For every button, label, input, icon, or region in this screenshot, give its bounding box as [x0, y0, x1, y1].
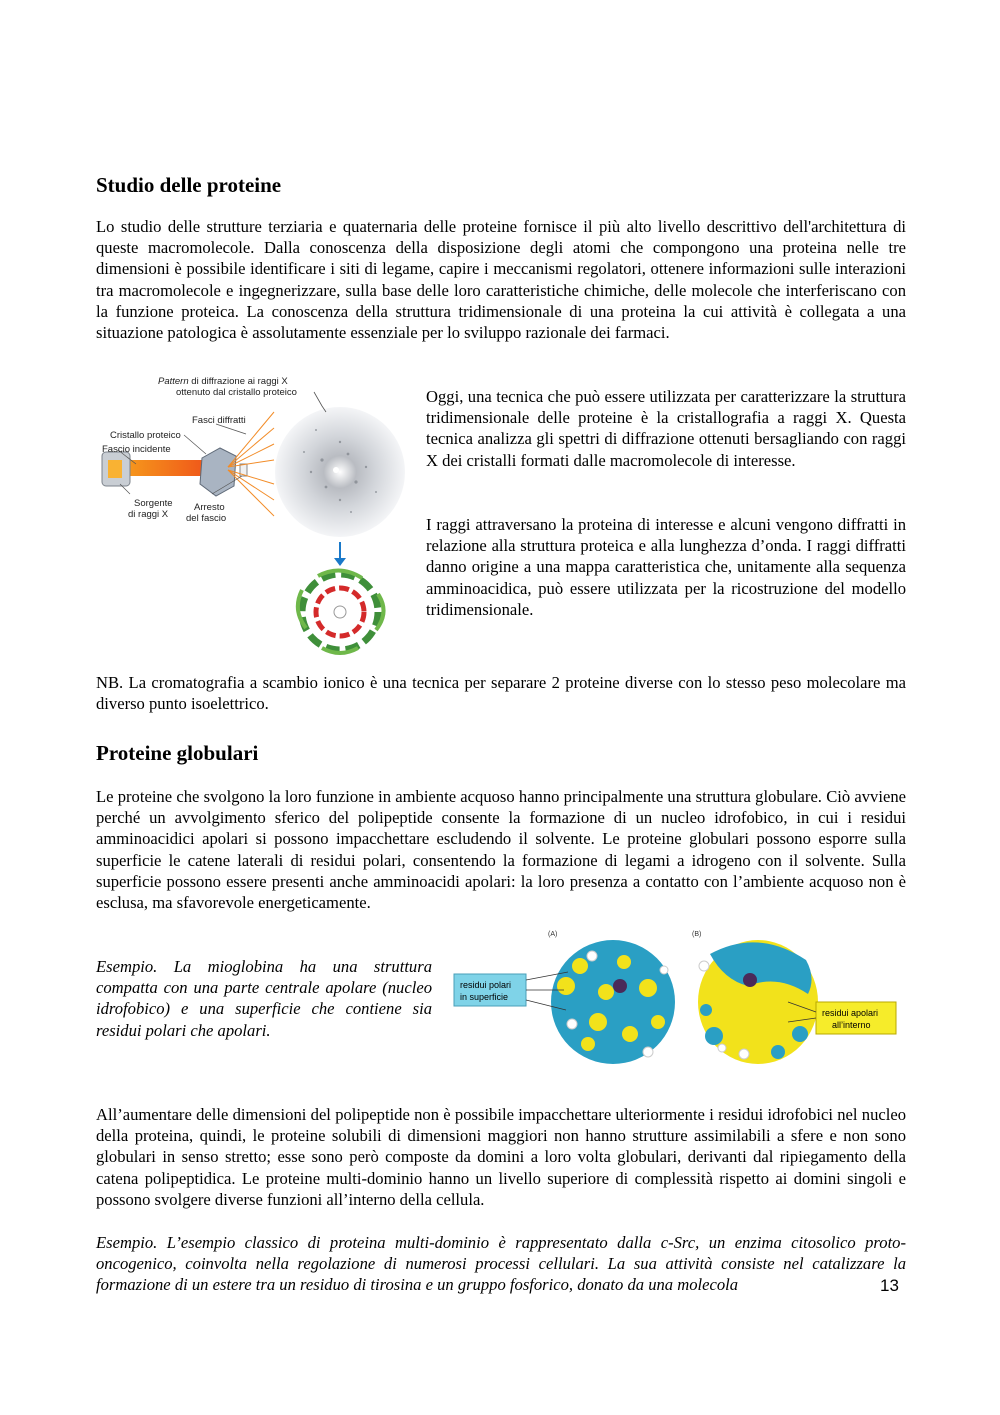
- label-arresto-1: Arresto: [194, 502, 225, 513]
- page-number: 13: [880, 1276, 899, 1295]
- label-fasci-diffratti: Fasci diffratti: [192, 415, 246, 426]
- paragraph-xray-2: I raggi attraversano la proteina di interesse e alcuni vengono diffratti in relazione alla struttura proteica e alla lunghezza d’onda. I raggi diffratti danno origine a una mappa caratteristica che, unitamente alla sequenza amminoacidica, può essere utilizzata per la ricostruzione del modello tridimensionale.: [426, 515, 906, 619]
- section-heading-globulari: Proteine globulari: [96, 741, 259, 765]
- label-cristallo-proteico: Cristallo proteico: [110, 430, 181, 441]
- paragraph-intro: Lo studio delle strutture terziaria e quaternaria delle proteine fornisce il più alto livello descrittivo dell'architettura di queste macromolecole. Dalla conoscenza della disposizione degli atomi che compongono una proteina nelle tre dimensioni è possibile identificare i siti di legame, capire i meccanismi regolatori, ottenere informazioni sulle interazioni tra macromolecole e ingegnerizzare, sulla base delle loro caratteristiche chimiche, delle molecole che interferiscano con la funzione proteica. La conoscenza della struttura tridimensionale di una proteina la cui attività è collegata a una situazione patologica è assolutamente essenziale per lo sviluppo razionale dei farmaci.: [96, 217, 906, 343]
- label-polar-2: in superficie: [460, 992, 509, 1002]
- diffraction-pattern: [275, 407, 405, 537]
- example-mioglobina: Esempio. La mioglobina ha una struttura compatta con una parte centrale apolare (nucleo idrofobico) e una superficie che contiene sia residui polari che apolari.: [96, 957, 432, 1040]
- myoglobin-model-a: [551, 940, 675, 1064]
- label-apolar-2: all’interno: [832, 1020, 871, 1030]
- paragraph-xray-1: Oggi, una tecnica che può essere utilizzata per caratterizzare la struttura tridimensionale delle proteine è la cristallografia a raggi X. Questa tecnica analizza gli spettri di diffrazione ottenuti bersagliando con raggi X dei cristalli formati dalle macromolecole di interesse.: [426, 387, 906, 470]
- section-heading-studio: Studio delle proteine: [96, 173, 282, 197]
- panel-b-label: (B): [692, 931, 702, 938]
- paragraph-multi-dominio: All’aumentare delle dimensioni del polipeptide non è possibile impacchettare ulteriormente i residui idrofobici nel nucleo della proteina, quindi, le proteine solubili di dimensioni maggiori non hanno strutture assimilabili a sfere e non sono globulari in senso stretto; esse sono però composte da domini a loro volta globulari, derivanti dal ripiegamento della catena polipeptidica. Le proteine multi-dominio hanno un livello superiore di complessità rispetto ai domini singoli e possono svolgere diverse funzioni all’interno della cellula.: [96, 1105, 906, 1209]
- label-fascio-incidente: Fascio incidente: [102, 444, 171, 455]
- label-arresto-2: del fascio: [186, 513, 227, 524]
- label-apolar-1: residui apolari: [822, 1008, 879, 1018]
- arrow-down-icon: [334, 558, 346, 566]
- label-pattern-rest: di diffrazione ai raggi X: [188, 376, 288, 387]
- label-pattern-line2: ottenuto dal cristallo proteico: [176, 387, 297, 398]
- xray-diffraction-figure: [96, 372, 416, 662]
- example-c-src: Esempio. L’esempio classico di proteina multi-dominio è rappresentato dalla c-Src, un enzima citosolico proto-oncogenico, coinvolta nella regolazione di numerosi processi cellulari. La sua attività consiste nel catalizzare la formazione di un estere tra un residuo di tirosina e un gruppo fosforico, donato da una molecola: [96, 1233, 906, 1295]
- protein-ribbon-model: [298, 570, 384, 653]
- myoglobin-figure: [448, 926, 908, 1066]
- svg-text:Pattern di diffrazione ai ragg: [158, 376, 288, 387]
- note-cromatografia: NB. La cromatografia a scambio ionico è una tecnica per separare 2 proteine diverse con lo stesso peso molecolare ma diverso punto isoelettrico.: [96, 673, 906, 714]
- label-pattern-italic: Pattern: [158, 376, 189, 387]
- panel-a-label: (A): [548, 931, 558, 938]
- label-polar-1: residui polari: [460, 980, 512, 990]
- label-sorgente-2: di raggi X: [128, 509, 169, 520]
- paragraph-globulari: Le proteine che svolgono la loro funzione in ambiente acquoso hanno principalmente una struttura globulare. Ciò avviene perché un avvolgimento sferico del polipeptide consente la formazione di un nucleo idrofobico, in cui i residui amminoacidici apolari si possono impacchettare escludendo il solvente. Le proteine globulari possono esporre sulla superficie le catene laterali di residui polari, consentendo la formazione di legami a idrogeno con il solvente. Sulla superficie possono essere presenti anche amminoacidi apolari: la loro presenza a contatto con l’ambiente acquoso non è esclusa, ma sfavorevole energeticamente.: [96, 787, 906, 913]
- label-sorgente-1: Sorgente: [134, 498, 173, 509]
- myoglobin-model-b: [698, 940, 818, 1064]
